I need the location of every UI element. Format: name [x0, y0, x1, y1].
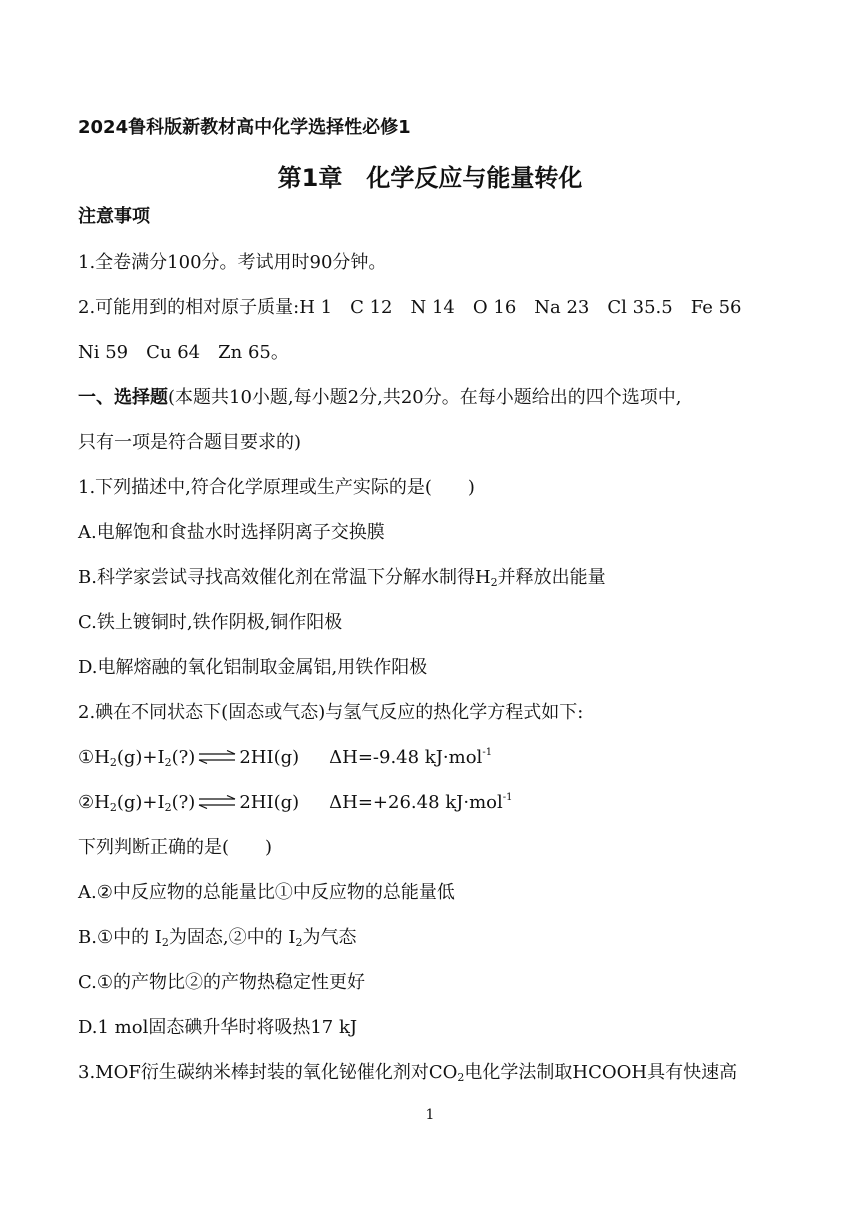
equilibrium-arrow-icon	[197, 795, 237, 809]
section-1-heading: 一、选择题	[78, 387, 168, 408]
question-2-option-d: D.1 mol固态碘升华时将吸热17 kJ	[78, 1017, 358, 1038]
equation-2	[78, 791, 513, 815]
subscript: 2	[490, 576, 498, 589]
equation-label: ②	[78, 792, 95, 813]
question-2-option-b	[78, 926, 356, 950]
superscript: -1	[502, 792, 513, 803]
equilibrium-arrow-icon	[197, 750, 237, 764]
question-1-stem: 1.下列描述中,符合化学原理或生产实际的是( )	[78, 477, 475, 498]
formula-h: H	[94, 792, 110, 813]
subscript: 2	[109, 801, 117, 814]
document-subtitle: 2024鲁科版新教材高中化学选择性必修1	[78, 117, 411, 138]
formula-text: (g)+I	[116, 747, 165, 768]
section-1-intro	[78, 386, 681, 410]
question-3-text-end: 电化学法制取HCOOH具有快速高	[464, 1062, 738, 1083]
question-1-option-c: C.铁上镀铜时,铁作阴极,铜作阳极	[78, 612, 343, 633]
option-b-text-end: 为气态	[302, 927, 357, 948]
superscript: -1	[482, 747, 493, 758]
question-1-option-a: A.电解饱和食盐水时选择阴离子交换膜	[78, 522, 385, 543]
notes-item-2-continued: Ni 59 Cu 64 Zn 65。	[78, 342, 289, 363]
question-3-stem	[78, 1061, 737, 1085]
formula-text: (g)+I	[116, 792, 165, 813]
section-1-desc: (本题共10小题,每小题2分,共20分。在每小题给出的四个选项中,	[168, 387, 682, 408]
subscript: 2	[164, 756, 172, 769]
enthalpy-change: ΔH=+26.48 kJ·mol	[329, 792, 503, 813]
question-1-option-b	[78, 566, 606, 590]
question-1-option-d: D.电解熔融的氧化铝制取金属铝,用铁作阳极	[78, 657, 428, 678]
notes-item-1: 1.全卷满分100分。考试用时90分钟。	[78, 252, 387, 273]
question-2-ask: 下列判断正确的是( )	[78, 837, 273, 858]
option-b-text: B.①中的 I	[78, 927, 162, 948]
enthalpy-change: ΔH=-9.48 kJ·mol	[329, 747, 483, 768]
option-b-text-mid: 为固态,②中的 I	[168, 927, 296, 948]
subscript: 2	[457, 1071, 465, 1084]
subscript: 2	[109, 756, 117, 769]
section-1-desc-continued: 只有一项是符合题目要求的)	[78, 432, 302, 453]
chapter-title: 第1章 化学反应与能量转化	[277, 164, 583, 192]
option-b-text: B.科学家尝试寻找高效催化剂在常温下分解水制得H	[78, 567, 491, 588]
equation-label: ①	[78, 747, 95, 768]
option-b-text-end: 并释放出能量	[497, 567, 606, 588]
question-2-option-c: C.①的产物比②的产物热稳定性更好	[78, 972, 365, 993]
question-3-text: 3.MOF衍生碳纳米棒封装的氧化铋催化剂对CO	[78, 1062, 458, 1083]
formula-h: H	[94, 747, 110, 768]
notes-heading: 注意事项	[78, 206, 150, 227]
equation-1	[78, 746, 492, 770]
equation-product: 2HI(g)	[239, 792, 300, 813]
subscript: 2	[161, 936, 169, 949]
question-2-option-a: A.②中反应物的总能量比①中反应物的总能量低	[78, 882, 455, 903]
subscript: 2	[295, 936, 303, 949]
notes-item-2: 2.可能用到的相对原子质量:H 1 C 12 N 14 O 16 Na 23 Cl 35.5 Fe 56	[78, 297, 742, 318]
state-unknown: (?)	[171, 747, 196, 768]
subscript: 2	[164, 801, 172, 814]
page-number: 1	[425, 1107, 435, 1123]
equation-product: 2HI(g)	[239, 747, 300, 768]
state-unknown: (?)	[171, 792, 196, 813]
question-2-stem: 2.碘在不同状态下(固态或气态)与氢气反应的热化学方程式如下:	[78, 702, 584, 723]
